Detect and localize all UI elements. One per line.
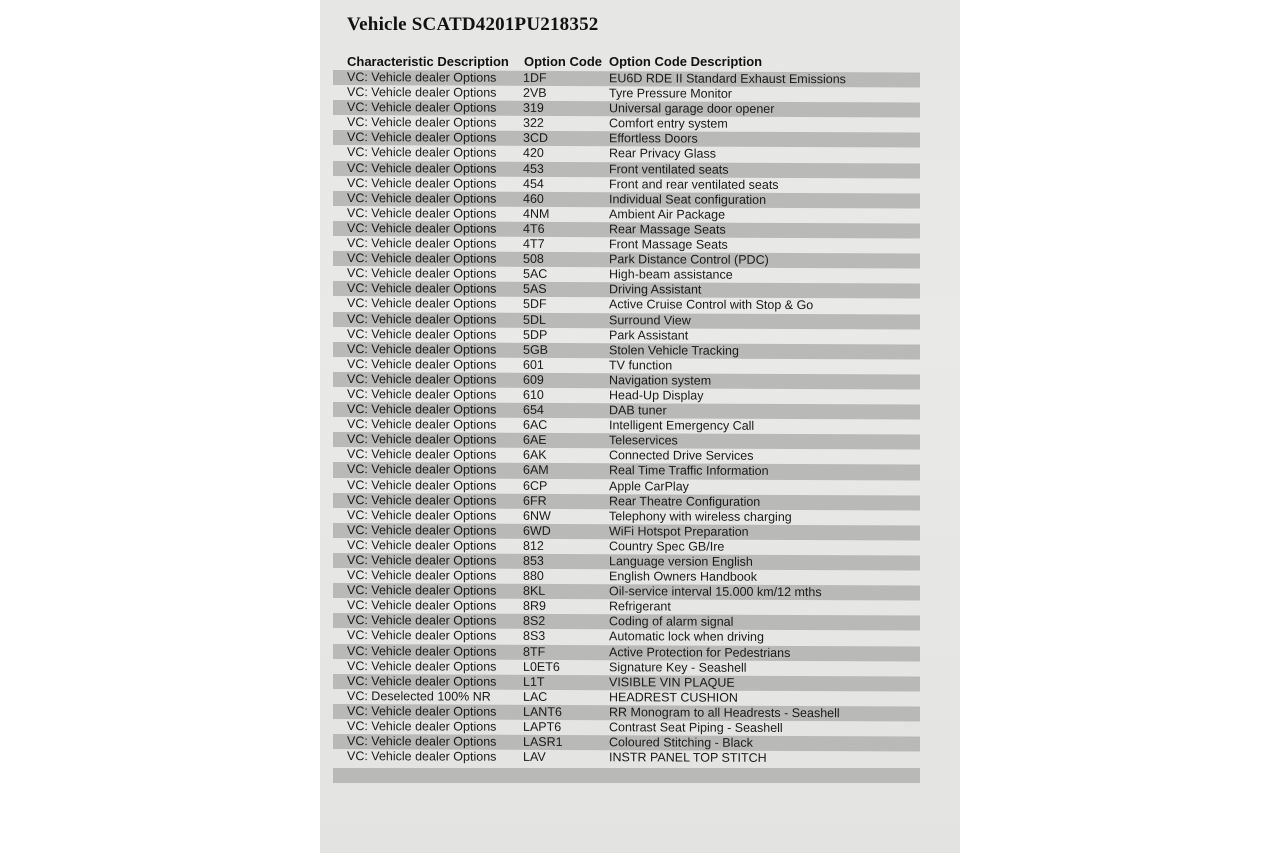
cell-characteristic-description: VC: Vehicle dealer Options (347, 477, 497, 493)
cell-characteristic-description: VC: Vehicle dealer Options (347, 417, 497, 432)
cell-option-code: 5DP (523, 327, 548, 342)
cell-characteristic-description: VC: Vehicle dealer Options (347, 145, 497, 161)
cell-option-code-description: Intelligent Emergency Call (609, 418, 755, 433)
cell-option-code: 6AM (523, 463, 549, 478)
cell-option-code: 453 (523, 161, 544, 176)
cell-option-code: LAV (523, 750, 546, 765)
cell-characteristic-description: VC: Vehicle dealer Options (347, 749, 497, 764)
cell-characteristic-description: VC: Vehicle dealer Options (347, 251, 497, 266)
cell-characteristic-description: VC: Vehicle dealer Options (347, 70, 497, 85)
cell-option-code-description: Front ventilated seats (609, 161, 729, 177)
cell-characteristic-description: VC: Vehicle dealer Options (347, 356, 497, 372)
cell-characteristic-description: VC: Vehicle dealer Options (347, 175, 497, 191)
cell-option-code: 6NW (523, 508, 551, 523)
cell-characteristic-description: VC: Vehicle dealer Options (347, 402, 497, 417)
cell-option-code: 8R9 (523, 599, 546, 614)
cell-option-code-description: Connected Drive Services (609, 448, 754, 464)
cell-option-code: L1T (523, 674, 545, 689)
cell-option-code-description: Rear Privacy Glass (609, 146, 716, 162)
cell-option-code: 6AC (523, 417, 548, 433)
header-option-code: Option Code (524, 54, 602, 69)
table-end-bar (333, 768, 920, 783)
cell-characteristic-description: VC: Vehicle dealer Options (347, 553, 497, 568)
cell-option-code-description: Comfort entry system (609, 116, 728, 132)
cell-option-code: L0ET6 (523, 659, 560, 674)
cell-characteristic-description: VC: Vehicle dealer Options (347, 281, 497, 297)
cell-characteristic-description: VC: Deselected 100% NR (347, 688, 491, 704)
cell-characteristic-description: VC: Vehicle dealer Options (347, 220, 497, 236)
cell-characteristic-description: VC: Vehicle dealer Options (347, 613, 497, 629)
cell-option-code: 601 (523, 357, 544, 372)
cell-option-code: 8S3 (523, 629, 546, 644)
cell-option-code-description: DAB tuner (609, 403, 667, 418)
cell-option-code: 609 (523, 372, 544, 387)
cell-option-code-description: Front and rear ventilated seats (609, 176, 779, 192)
cell-option-code: LANT6 (523, 704, 562, 719)
cell-option-code-description: Telephony with wireless charging (609, 508, 792, 524)
cell-option-code-description: Active Protection for Pedestrians (609, 644, 791, 660)
cell-option-code-description: Coloured Stitching - Black (609, 735, 753, 750)
cell-option-code-description: Effortless Doors (609, 131, 698, 146)
cell-characteristic-description: VC: Vehicle dealer Options (347, 643, 497, 659)
cell-characteristic-description: VC: Vehicle dealer Options (347, 85, 497, 100)
cell-option-code-description: EU6D RDE II Standard Exhaust Emissions (609, 71, 846, 87)
cell-option-code-description: Signature Key - Seashell (609, 659, 747, 675)
cell-option-code-description: Apple CarPlay (609, 478, 689, 494)
cell-option-code-description: Tyre Pressure Monitor (609, 86, 732, 101)
options-table-body (333, 70, 920, 767)
cell-option-code-description: Universal garage door opener (609, 101, 775, 117)
cell-option-code-description: WiFi Hotspot Preparation (609, 524, 749, 539)
cell-option-code: 5AC (523, 267, 548, 282)
cell-characteristic-description: VC: Vehicle dealer Options (347, 432, 497, 447)
header-characteristic-description: Characteristic Description (347, 54, 509, 69)
cell-option-code: 5AS (523, 282, 547, 297)
cell-option-code-description: Surround View (609, 312, 691, 328)
cell-option-code-description: VISIBLE VIN PLAQUE (609, 674, 735, 690)
cell-option-code: 654 (523, 402, 544, 417)
cell-option-code-description: Driving Assistant (609, 282, 702, 297)
document-title: Vehicle SCATD4201PU218352 (347, 14, 599, 35)
cell-option-code-description: Navigation system (609, 373, 712, 388)
cell-option-code: 853 (523, 553, 544, 568)
cell-option-code: 1DF (523, 70, 547, 85)
cell-option-code: 812 (523, 538, 544, 553)
cell-characteristic-description: VC: Vehicle dealer Options (347, 598, 497, 613)
table-row (333, 749, 920, 767)
cell-option-code-description: Park Distance Control (PDC) (609, 252, 769, 268)
cell-characteristic-description: VC: Vehicle dealer Options (347, 371, 497, 387)
cell-option-code-description: Oil-service interval 15.000 km/12 mths (609, 584, 822, 600)
cell-option-code-description: HEADREST CUSHION (609, 690, 738, 705)
cell-characteristic-description: VC: Vehicle dealer Options (347, 703, 497, 719)
cell-option-code: 4T7 (523, 236, 545, 251)
cell-option-code-description: Individual Seat configuration (609, 191, 767, 207)
cell-characteristic-description: VC: Vehicle dealer Options (347, 462, 497, 478)
cell-option-code: 6WD (523, 523, 551, 538)
cell-option-code: 8KL (523, 584, 546, 599)
cell-characteristic-description: VC: Vehicle dealer Options (347, 100, 497, 115)
cell-option-code: 5GB (523, 342, 549, 357)
cell-characteristic-description: VC: Vehicle dealer Options (347, 583, 497, 598)
cell-option-code: 8TF (523, 644, 546, 659)
cell-characteristic-description: VC: Vehicle dealer Options (347, 734, 497, 749)
cell-option-code: 454 (523, 176, 544, 191)
cell-characteristic-description: VC: Vehicle dealer Options (347, 522, 497, 538)
cell-option-code: LAPT6 (523, 719, 562, 735)
cell-option-code: 6AK (523, 448, 547, 463)
cell-option-code: 6CP (523, 478, 548, 493)
cell-option-code: 2VB (523, 85, 547, 101)
table-header (347, 52, 922, 69)
cell-option-code: 4NM (523, 206, 550, 221)
cell-characteristic-description: VC: Vehicle dealer Options (347, 311, 497, 327)
cell-option-code: 880 (523, 568, 544, 584)
cell-characteristic-description: VC: Vehicle dealer Options (347, 658, 497, 674)
cell-option-code-description: Real Time Traffic Information (609, 463, 769, 479)
cell-option-code-description: INSTR PANEL TOP STITCH (609, 750, 767, 766)
cell-characteristic-description: VC: Vehicle dealer Options (347, 326, 497, 342)
cell-option-code-description: Rear Massage Seats (609, 222, 726, 237)
cell-option-code-description: Refrigerant (609, 599, 671, 614)
cell-option-code: 322 (523, 116, 544, 131)
cell-option-code-description: Stolen Vehicle Tracking (609, 342, 739, 358)
cell-characteristic-description: VC: Vehicle dealer Options (347, 160, 497, 176)
cell-option-code: 3CD (523, 131, 549, 146)
cell-option-code-description: Head-Up Display (609, 388, 704, 403)
cell-option-code-description: Automatic lock when driving (609, 629, 764, 645)
cell-option-code: 610 (523, 387, 544, 402)
cell-option-code-description: English Owners Handbook (609, 569, 757, 584)
cell-option-code: 508 (523, 251, 544, 267)
cell-characteristic-description: VC: Vehicle dealer Options (347, 568, 497, 583)
cell-option-code: 6FR (523, 493, 547, 508)
cell-characteristic-description: VC: Vehicle dealer Options (347, 296, 497, 312)
cell-option-code-description: TV function (609, 357, 673, 373)
cell-option-code-description: Coding of alarm signal (609, 614, 734, 630)
cell-option-code-description: Ambient Air Package (609, 207, 726, 222)
cell-option-code-description: High-beam assistance (609, 267, 733, 282)
cell-characteristic-description: VC: Vehicle dealer Options (347, 673, 497, 689)
cell-characteristic-description: VC: Vehicle dealer Options (347, 447, 497, 463)
cell-option-code-description: Teleservices (609, 433, 678, 448)
cell-option-code-description: Active Cruise Control with Stop & Go (609, 297, 814, 313)
cell-option-code-description: Park Assistant (609, 327, 689, 343)
header-option-code-description: Option Code Description (609, 54, 763, 69)
cell-characteristic-description: VC: Vehicle dealer Options (347, 205, 497, 221)
cell-option-code: LASR1 (523, 734, 563, 750)
cell-characteristic-description: VC: Vehicle dealer Options (347, 341, 497, 357)
cell-characteristic-description: VC: Vehicle dealer Options (347, 387, 497, 402)
cell-option-code-description: RR Monogram to all Headrests - Seashell (609, 705, 840, 721)
cell-characteristic-description: VC: Vehicle dealer Options (347, 507, 497, 523)
cell-characteristic-description: VC: Vehicle dealer Options (347, 190, 497, 206)
cell-option-code-description: Country Spec GB/Ire (609, 539, 725, 554)
cell-option-code: LAC (523, 689, 548, 704)
cell-characteristic-description: VC: Vehicle dealer Options (347, 537, 497, 553)
cell-characteristic-description: VC: Vehicle dealer Options (347, 266, 497, 281)
cell-characteristic-description: VC: Vehicle dealer Options (347, 130, 497, 146)
cell-option-code: 5DL (523, 312, 546, 327)
document-page (320, 0, 960, 853)
cell-option-code: 6AE (523, 433, 547, 448)
cell-option-code: 4T6 (523, 221, 545, 236)
cell-option-code: 5DF (523, 297, 547, 312)
cell-option-code: 420 (523, 146, 544, 161)
cell-option-code: 8S2 (523, 614, 546, 629)
cell-option-code: 460 (523, 191, 544, 206)
cell-option-code-description: Front Massage Seats (609, 237, 728, 252)
cell-option-code-description: Contrast Seat Piping - Seashell (609, 720, 783, 735)
cell-characteristic-description: VC: Vehicle dealer Options (347, 628, 497, 644)
cell-characteristic-description: VC: Vehicle dealer Options (347, 236, 497, 251)
cell-option-code-description: Rear Theatre Configuration (609, 493, 761, 509)
cell-characteristic-description: VC: Vehicle dealer Options (347, 492, 497, 508)
cell-option-code-description: Language version English (609, 554, 753, 569)
cell-characteristic-description: VC: Vehicle dealer Options (347, 719, 497, 734)
cell-characteristic-description: VC: Vehicle dealer Options (347, 115, 497, 130)
cell-option-code: 319 (523, 101, 544, 116)
